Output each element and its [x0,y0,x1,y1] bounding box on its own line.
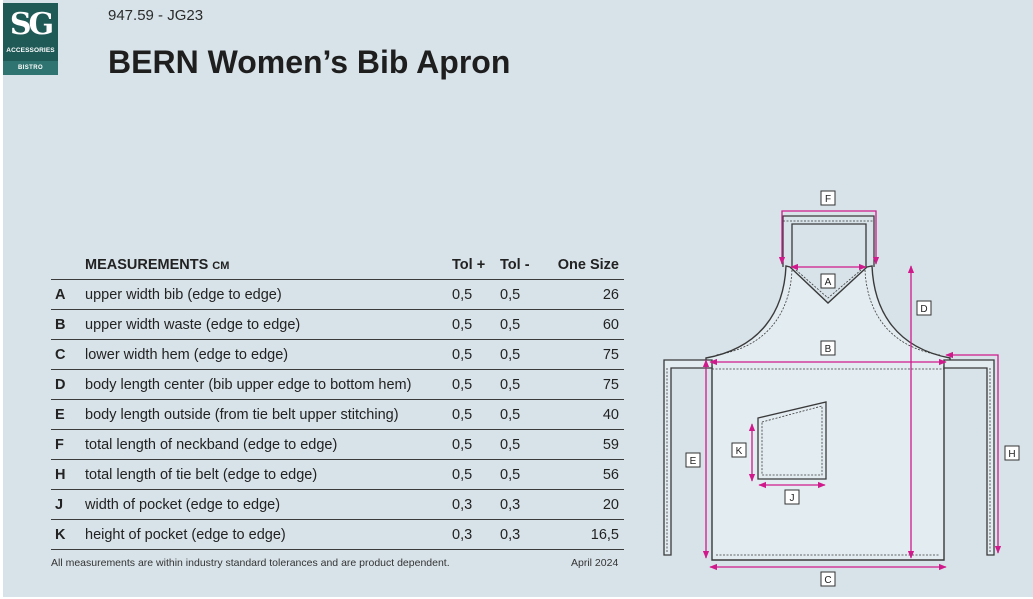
logo-monogram: SG [9,7,52,42]
row-tol-minus: 0,5 [500,437,521,453]
row-tol-plus: 0,5 [452,407,473,423]
page-title: BERN Women’s Bib Apron [108,44,511,80]
svg-text:F: F [824,194,832,205]
row-one-size: 59 [602,437,619,453]
row-tol-plus: 0,3 [452,527,473,543]
row-one-size: 20 [602,497,619,513]
row-tol-minus: 0,5 [500,347,521,363]
row-tol-minus: 0,5 [500,407,521,423]
svg-text:B: B [824,344,832,355]
header-unit: CM [212,260,230,272]
row-one-size: 60 [602,317,619,333]
tag-d [917,301,931,315]
logo-collection: BISTRO [3,61,58,75]
row-tol-plus: 0,5 [452,317,473,333]
row-one-size: 16,5 [590,527,619,543]
row-letter: D [55,377,66,393]
svg-text:D: D [920,304,928,315]
row-one-size: 56 [602,467,619,483]
row-description: height of pocket (edge to edge) [85,527,286,543]
svg-text:C: C [824,575,832,586]
logo-line: ACCESSORIES [6,47,55,54]
date-label: April 2024 [571,557,619,569]
tag-f [821,191,835,205]
svg-text:E: E [689,456,697,467]
row-letter: B [55,317,66,333]
row-description: width of pocket (edge to edge) [85,497,281,513]
row-description: upper width bib (edge to edge) [85,287,282,303]
svg-text:J: J [789,493,795,504]
header-tol-plus: Tol + [452,257,486,273]
row-letter: F [55,437,64,453]
row-description: body length center (bib upper edge to bottom hem) [85,377,412,393]
row-description: body length outside (from tie belt upper stitching) [85,407,399,423]
row-description: total length of neckband (edge to edge) [85,437,338,453]
row-tol-plus: 0,5 [452,377,473,393]
row-tol-plus: 0,5 [452,287,473,303]
row-letter: E [55,407,65,423]
row-letter: C [55,347,66,363]
header-tol-minus: Tol - [500,257,530,273]
row-tol-plus: 0,5 [452,347,473,363]
svg-text:H: H [1008,449,1016,460]
row-letter: J [55,497,64,513]
row-tol-minus: 0,5 [500,317,521,333]
row-tol-minus: 0,3 [500,527,521,543]
row-tol-minus: 0,5 [500,287,521,303]
apron-body [706,266,950,560]
tag-c [821,572,835,586]
tag-h [1005,446,1019,460]
svg-text:K: K [735,446,743,457]
product-code: 947.59 - JG23 [108,7,204,24]
row-tol-plus: 0,5 [452,437,473,453]
tag-a [821,274,835,288]
neckband [783,216,874,267]
row-letter: K [55,527,66,543]
row-tol-plus: 0,3 [452,497,473,513]
row-tol-minus: 0,5 [500,377,521,393]
svg-text:A: A [824,277,832,288]
tag-k [732,443,746,457]
tag-e [686,453,700,467]
header-measurements: MEASUREMENTS CM [85,257,230,273]
row-tol-minus: 0,3 [500,497,521,513]
header-one-size: One Size [557,257,619,273]
row-letter: H [55,467,66,483]
row-one-size: 75 [602,377,619,393]
row-tol-plus: 0,5 [452,467,473,483]
row-tol-minus: 0,5 [500,467,521,483]
row-one-size: 40 [602,407,619,423]
row-one-size: 75 [602,347,619,363]
footnote: All measurements are within industry standard tolerances and are product dependent. [51,557,450,569]
row-description: upper width waste (edge to edge) [85,317,301,333]
tag-j [785,490,799,504]
row-letter: A [55,287,66,303]
row-one-size: 26 [602,287,619,303]
tag-b [821,341,835,355]
row-description: total length of tie belt (edge to edge) [85,467,318,483]
row-description: lower width hem (edge to edge) [85,347,289,363]
